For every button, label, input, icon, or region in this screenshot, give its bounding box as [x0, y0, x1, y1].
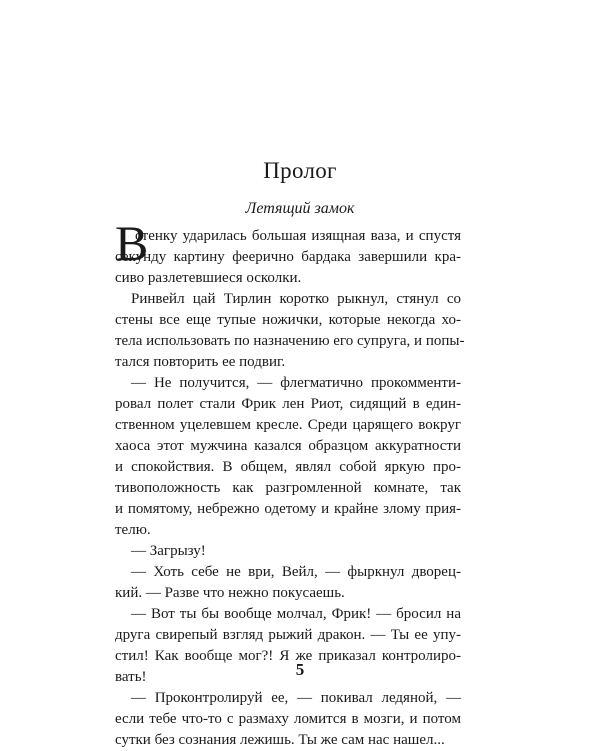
text-line: ровал полет стали Фрик лен Риот, сидящий в един- [115, 396, 461, 412]
text-line: ственном уцелевшем кресле. Среди царящего вокруг [115, 417, 461, 433]
text-line: если тебе что-то с размаху ломится в мозги, и потом [115, 711, 461, 727]
text-line: тела использовать по назначению его супруга, и попы- [115, 333, 465, 349]
chapter-title: Пролог [263, 158, 337, 183]
text-line: и помятому, небрежно одетому и крайне злому прия- [115, 501, 461, 517]
text-line: — Загрызу! [131, 543, 206, 559]
text-line: телю. [115, 522, 151, 538]
text-line: и спокойствия. В общем, являл собой яркую про- [115, 459, 461, 475]
text-line: друга свирепый взгляд рыжий дракон. — Ты ее упу- [115, 627, 461, 643]
text-line: стенку ударилась большая изящная ваза, и спустя [135, 228, 461, 244]
text-line: стил! Как вообще мог?! Я же приказал контролиро- [115, 648, 461, 664]
text-line: кий. — Разве что нежно покусаешь. [115, 585, 345, 601]
text-line: тивоположность как разгромленной комнате, так [115, 480, 461, 496]
text-line: Ринвейл цай Тирлин коротко рыкнул, стянул со [131, 291, 461, 307]
text-line: сиво разлетевшиеся осколки. [115, 270, 302, 286]
page-number: 5 [295, 660, 305, 679]
text-line: сутки без сознания лежишь. Ты же сам нас нашел... [115, 732, 445, 748]
text-line: — Проконтролируй ее, — покивал ледяной, — [131, 690, 461, 706]
text-line: — Вот ты бы вообще молчал, Фрик! — бросил на [131, 606, 461, 622]
chapter-subtitle: Летящий замок [245, 200, 355, 217]
text-line: хаоса этот мужчина казался образцом аккуратности [115, 438, 461, 454]
text-line: — Не получится, — флегматично прокомменти- [131, 375, 461, 391]
text-line: стены все еще тупые ножички, которые некогда хо- [115, 312, 461, 328]
drop-cap: В [115, 215, 149, 271]
text-line: секунду картину феерично бардака завершили кра- [115, 249, 461, 265]
text-line: — Хоть себе не ври, Вейл, — фыркнул дворец- [131, 564, 461, 580]
text-line: вать! [115, 669, 147, 685]
text-line: тался повторить ее подвиг. [115, 354, 286, 370]
